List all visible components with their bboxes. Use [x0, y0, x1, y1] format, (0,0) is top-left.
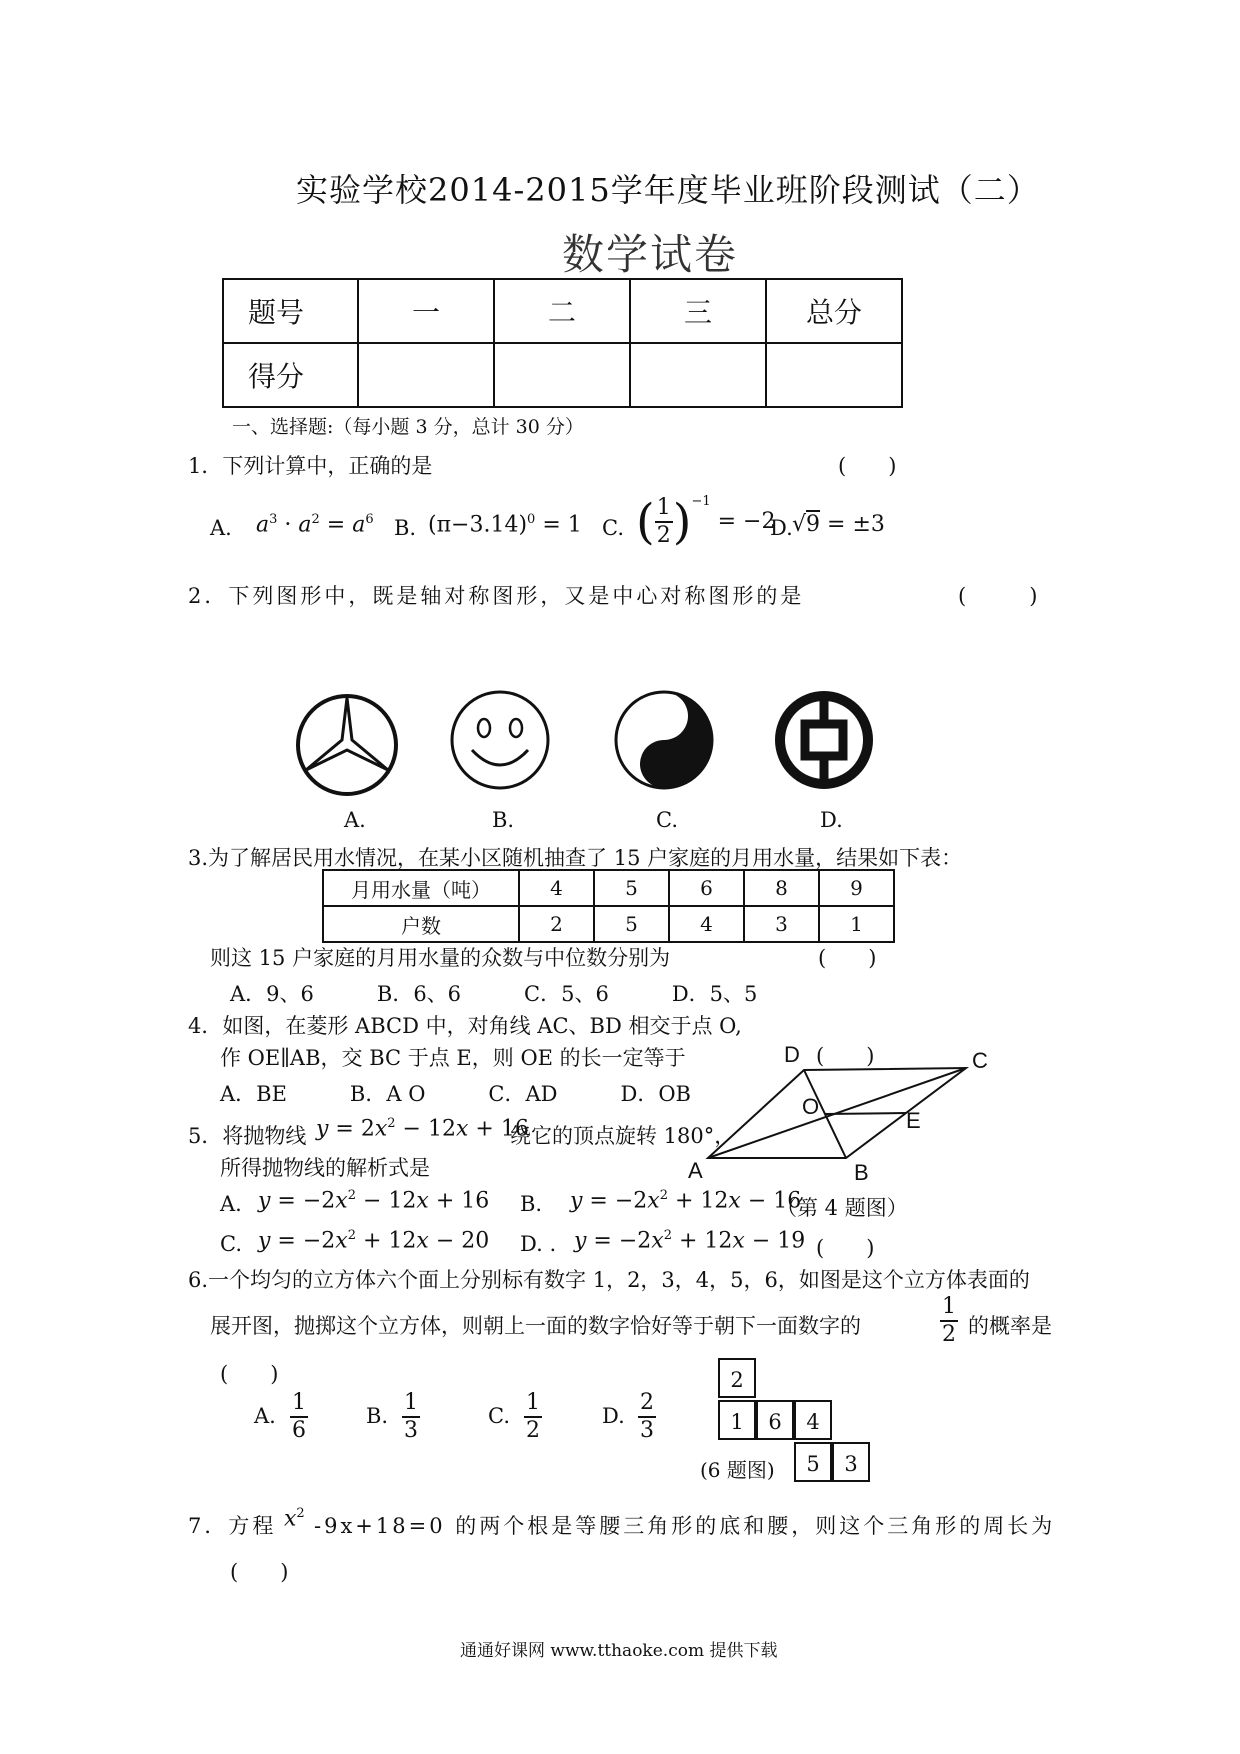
cube-net-face: 4 — [794, 1400, 832, 1440]
table-cell: 8 — [744, 870, 819, 906]
q2-bracket: ( ) — [958, 584, 1038, 608]
q5-stem-pre: 5．将抛物线 — [188, 1124, 307, 1148]
rhombus-label-o: O — [802, 1094, 820, 1119]
q6-line2-post: 的概率是 — [968, 1314, 1052, 1338]
table-cell: 9 — [819, 870, 894, 906]
rhombus-label-a: A — [688, 1158, 703, 1183]
table-cell: 月用水量（吨） — [323, 870, 519, 906]
yin-yang-figure — [612, 688, 716, 792]
score-table-cell — [494, 343, 630, 407]
q6-fraction-half: $\frac{1}{2}$ — [942, 1294, 956, 1347]
q7-stem-post: -9x+18=0 的两个根是等腰三角形的底和腰，则这个三角形的周长为 — [314, 1514, 1056, 1538]
bank-coin-logo-figure — [772, 688, 876, 792]
q5-option-b: $y = -2x^2 + 12x - 16$ — [570, 1188, 802, 1214]
q1-option-c: ( $\frac{1}{2}$ )$^{-1}$ = −2 — [636, 494, 776, 550]
q4-line2: 作 OE∥AB，交 BC 于点 E，则 OE 的长一定等于 — [220, 1046, 686, 1070]
q4-line1: 4．如图，在菱形 ABCD 中，对角线 AC、BD 相交于点 O, — [188, 1014, 742, 1038]
mercedes-logo-figure — [292, 690, 402, 800]
q1-stem: 1．下列计算中，正确的是 — [188, 454, 433, 478]
q1-option-b-label: B. — [394, 516, 417, 540]
q4-figure-caption: （第 4 题图） — [776, 1196, 908, 1220]
q2-stem: 2．下列图形中，既是轴对称图形，又是中心对称图形的是 — [188, 584, 805, 608]
table-row — [323, 906, 894, 942]
score-table-header-row — [223, 279, 902, 343]
q6-option-b-fraction: $\frac{1}{3}$ — [404, 1390, 418, 1443]
q5-option-d-label: D. . — [520, 1232, 557, 1256]
rhombus-label-e: E — [906, 1108, 921, 1133]
q6-option-c-fraction: $\frac{1}{2}$ — [526, 1390, 540, 1443]
rhombus-label-d: D — [784, 1042, 800, 1067]
q5-option-c-label: C. — [220, 1232, 242, 1256]
q7-stem-pre: 7．方程 — [188, 1514, 277, 1538]
score-table-cell — [630, 343, 766, 407]
score-table-cell: 题号 — [223, 279, 358, 343]
table-cell: 6 — [669, 870, 744, 906]
score-table-cell — [358, 343, 494, 407]
q1-option-d-label: D. — [770, 516, 793, 540]
q6-option-b-label: B. — [366, 1404, 389, 1428]
q1-option-c-label: C. — [602, 516, 624, 540]
cube-net-face: 3 — [832, 1442, 870, 1482]
table-cell: 5 — [594, 906, 669, 942]
table-cell: 1 — [819, 906, 894, 942]
q6-option-a-label: A. — [254, 1404, 276, 1428]
table-cell: 4 — [669, 906, 744, 942]
cube-net-face: 6 — [756, 1400, 794, 1440]
q6-option-d-fraction: $\frac{2}{3}$ — [640, 1390, 654, 1443]
q3-stem: 3.为了解居民用水情况，在某小区随机抽查了 15 户家庭的月用水量，结果如下表： — [188, 846, 963, 870]
q3-bracket: ( ) — [818, 946, 877, 970]
q6-option-d-label: D. — [602, 1404, 625, 1428]
score-table-cell — [766, 343, 902, 407]
score-table-score-row — [223, 343, 902, 407]
q6-bracket: ( ) — [220, 1362, 279, 1386]
water-usage-table — [322, 869, 895, 943]
exam-title: 实验学校2014-2015学年度毕业班阶段测试（二） — [296, 171, 1040, 209]
q1-option-b: $(\pi-3.14)^0 = 1$ — [428, 512, 582, 538]
q5-option-d: $y = -2x^2 + 12x - 19$ — [574, 1228, 806, 1254]
rhombus-label-c: C — [972, 1048, 988, 1073]
q5-bracket: ( ) — [816, 1236, 875, 1260]
cube-net-face: 5 — [794, 1442, 832, 1482]
page-footer: 通通好课网 www.tthaoke.com 提供下载 — [460, 1641, 778, 1661]
q2-label-b: B. — [492, 808, 515, 832]
q2-label-d: D. — [820, 808, 843, 832]
score-table-cell: 总分 — [766, 279, 902, 343]
rhombus-label-b: B — [854, 1160, 869, 1185]
q3-followup: 则这 15 户家庭的月用水量的众数与中位数分别为 — [210, 946, 671, 970]
q7-bracket: ( ) — [230, 1560, 289, 1584]
q4-options: A．BE B．A O C．AD D．OB — [220, 1082, 691, 1106]
section-heading: 一、选择题:（每小题 3 分，总计 30 分） — [232, 416, 584, 438]
q6-option-a-fraction: $\frac{1}{6}$ — [292, 1390, 306, 1443]
smiley-face-figure — [448, 688, 552, 792]
q1-option-d: √9 = ±3 — [792, 512, 885, 537]
rhombus-diagram — [680, 1040, 1000, 1180]
cube-net-face: 2 — [718, 1358, 756, 1398]
q7-x-squared: $x^2$ — [284, 1506, 305, 1532]
q5-option-a: $y = -2x^2 - 12x + 16$ — [258, 1188, 490, 1214]
q1-option-a-label: A. — [210, 516, 232, 540]
q2-label-a: A. — [344, 808, 366, 832]
score-table-cell: 三 — [630, 279, 766, 343]
cube-net-face: 1 — [718, 1400, 756, 1440]
score-table-cell: 得分 — [223, 343, 358, 407]
q5-option-c: $y = -2x^2 + 12x - 20$ — [258, 1228, 490, 1254]
q4-bracket: ( ) — [816, 1044, 875, 1068]
q5-option-a-label: A. — [220, 1192, 242, 1216]
table-cell: 4 — [519, 870, 594, 906]
table-cell: 2 — [519, 906, 594, 942]
table-cell: 户数 — [323, 906, 519, 942]
q3-options: A．9、6 B．6、6 C．5、6 D．5、5 — [230, 982, 758, 1006]
q5-line2: 所得抛物线的解析式是 — [220, 1156, 430, 1180]
q6-figure-caption: (6 题图) — [700, 1458, 775, 1482]
q5-option-b-label: B. — [520, 1192, 543, 1216]
q6-line2-pre: 展开图，抛掷这个立方体，则朝上一面的数字恰好等于朝下一面数字的 — [210, 1314, 861, 1338]
q1-bracket: ( ) — [838, 454, 897, 478]
score-table-cell: 一 — [358, 279, 494, 343]
score-table — [222, 278, 903, 408]
q2-label-c: C. — [656, 808, 678, 832]
q6-option-c-label: C. — [488, 1404, 510, 1428]
table-row — [323, 870, 894, 906]
q5-parabola-equation: $y = 2x^2 - 12x + 16$ — [316, 1116, 529, 1142]
table-cell: 5 — [594, 870, 669, 906]
exam-subtitle: 数学试卷 — [562, 230, 739, 279]
q6-line1: 6.一个均匀的立方体六个面上分别标有数字 1，2，3，4，5，6，如图是这个立方体表面的 — [188, 1268, 1030, 1292]
score-table-cell: 二 — [494, 279, 630, 343]
q5-stem-post: 绕它的顶点旋转 180°， — [510, 1124, 736, 1148]
q1-option-a: $a^3 \cdot a^2 = a^6$ — [256, 512, 374, 538]
table-cell: 3 — [744, 906, 819, 942]
